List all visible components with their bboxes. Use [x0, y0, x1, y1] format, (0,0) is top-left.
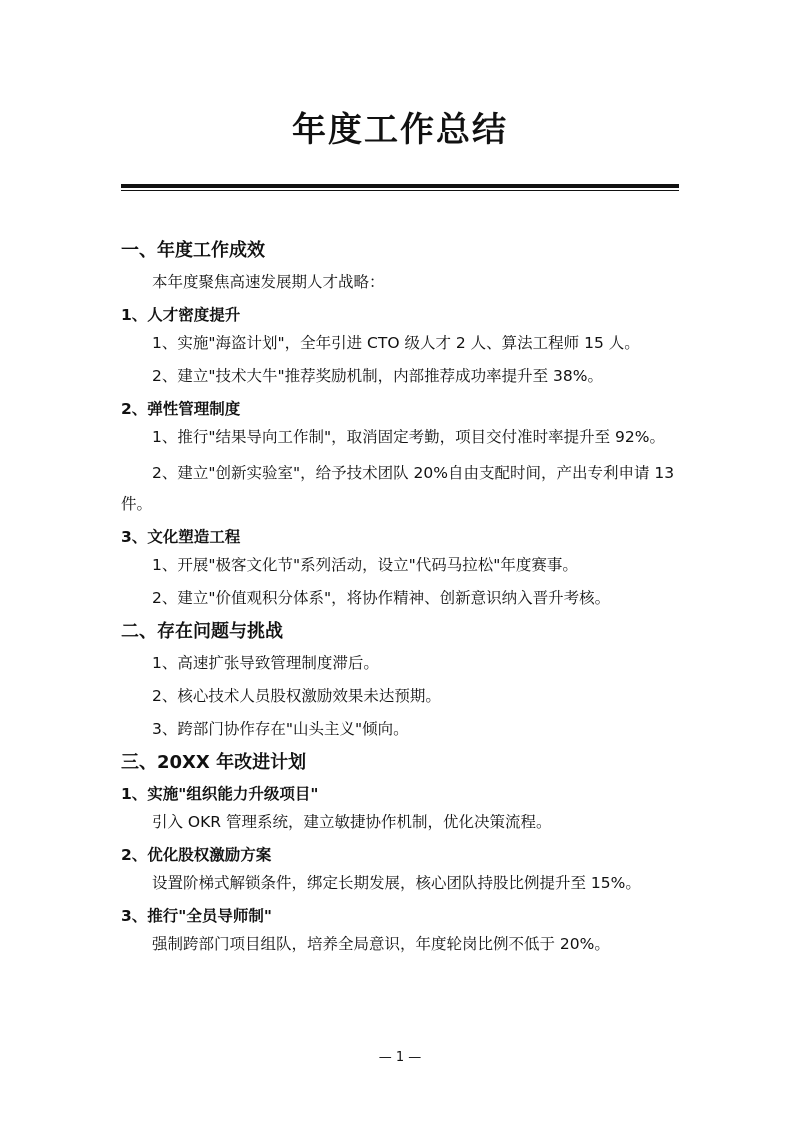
paragraph: 设置阶梯式解锁条件，绑定长期发展，核心团队持股比例提升至 15%。 — [152, 874, 641, 892]
page-number: — 1 — — [378, 1050, 422, 1065]
paragraph: 引入 OKR 管理系统，建立敏捷协作机制，优化决策流程。 — [152, 813, 552, 831]
subsection-heading-1-3: 3、文化塑造工程 — [121, 528, 241, 546]
title-rule-thick — [121, 184, 679, 188]
paragraph: 1、实施"海盗计划"，全年引进 CTO 级人才 2 人、算法工程师 15 人。 — [152, 334, 640, 352]
document-body — [121, 230, 685, 965]
paragraph: 2、建立"创新实验室"，给予技术团队 20%自由支配时间，产出专利申请 13 件。 — [121, 464, 675, 513]
section-1-intro: 本年度聚焦高速发展期人才战略： — [152, 273, 385, 291]
paragraph: 1、开展"极客文化节"系列活动，设立"代码马拉松"年度赛事。 — [152, 556, 578, 574]
paragraph: 2、建立"价值观积分体系"，将协作精神、创新意识纳入晋升考核。 — [152, 589, 611, 607]
paragraph: 1、推行"结果导向工作制"，取消固定考勤，项目交付准时率提升至 92%。 — [152, 428, 666, 446]
paragraph: 3、跨部门协作存在"山头主义"倾向。 — [152, 720, 409, 738]
paragraph: 强制跨部门项目组队，培养全局意识，年度轮岗比例不低于 20%。 — [152, 935, 610, 953]
paragraph: 2、核心技术人员股权激励效果未达预期。 — [152, 687, 441, 705]
subsection-heading-1-1: 1、人才密度提升 — [121, 306, 241, 324]
paragraph: 2、建立"技术大牛"推荐奖励机制，内部推荐成功率提升至 38%。 — [152, 367, 604, 385]
subsection-heading-3-2: 2、优化股权激励方案 — [121, 846, 272, 864]
subsection-heading-3-3: 3、推行"全员导师制" — [121, 907, 272, 925]
section-heading-1: 一、年度工作成效 — [121, 240, 265, 261]
title-rule-thin — [121, 190, 679, 191]
subsection-heading-3-1: 1、实施"组织能力升级项目" — [121, 785, 319, 803]
paragraph: 1、高速扩张导致管理制度滞后。 — [152, 654, 379, 672]
section-heading-2: 二、存在问题与挑战 — [121, 621, 283, 642]
document-title: 年度工作总结 — [292, 110, 508, 150]
section-heading-3: 三、20XX 年改进计划 — [121, 752, 307, 773]
subsection-heading-1-2: 2、弹性管理制度 — [121, 400, 241, 418]
